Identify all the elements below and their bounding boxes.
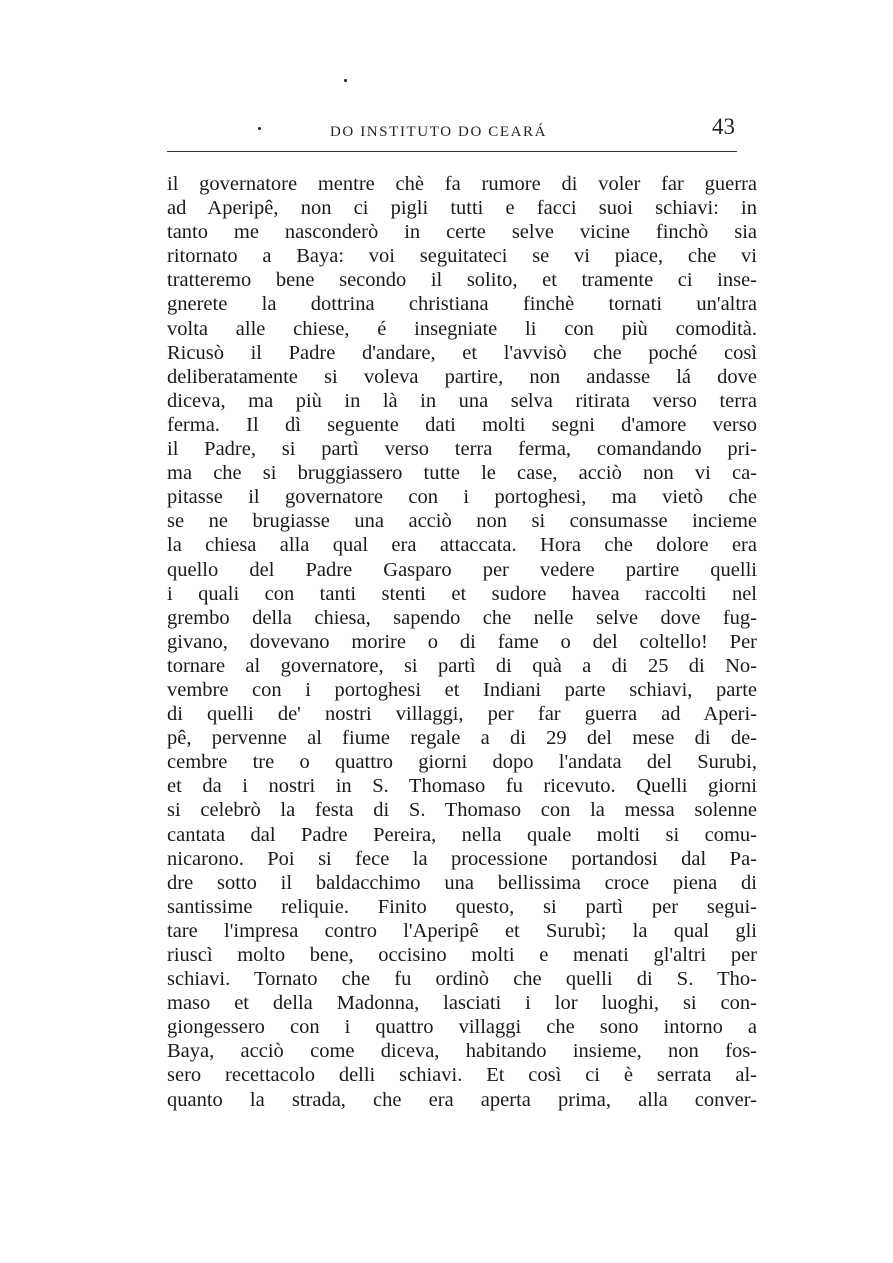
text-line: si celebrò la festa di S. Thomaso con la messa solenne	[167, 799, 757, 822]
text-line: deliberatamente si voleva partire, non andasse lá dove	[167, 365, 757, 388]
text-line: la chiesa alla qual era attaccata. Hora che dolore era	[167, 534, 757, 557]
text-line: tanto me nasconderò in certe selve vicine finchò sia	[167, 221, 757, 244]
text-line: grembo della chiesa, sapendo che nelle selve dove fug-	[167, 606, 757, 629]
text-line: gnerete la dottrina christiana finchè tornati un'altra	[167, 293, 757, 316]
text-line: diceva, ma più in là in una selva ritirata verso terra	[167, 389, 757, 412]
text-line: se ne brugiasse una acciò non si consumasse incieme	[167, 510, 757, 533]
text-line: riuscì molto bene, occisino molti e menati gl'altri per	[167, 944, 757, 966]
text-line: tornare al governatore, si partì di quà a di 25 di No-	[167, 654, 757, 677]
text-line: tare l'impresa contro l'Aperipê et Surubì; la qual gli	[167, 919, 757, 942]
text-line: pitasse il governatore con i portoghesi, ma vietò che	[167, 486, 757, 509]
text-line: vembre con i portoghesi et Indiani parte schiavi, parte	[167, 678, 757, 701]
text-line: Baya, acciò come diceva, habitando insieme, non fos-	[167, 1040, 757, 1063]
text-line: quello del Padre Gasparo per vedere partire quelli	[167, 558, 757, 581]
text-line: i quali con tanti stenti et sudore havea raccolti nel	[167, 582, 757, 605]
text-line: nicarono. Poi si fece la processione portandosi dal Pa-	[167, 847, 757, 870]
text-line: giongessero con i quattro villaggi che sono intorno a	[167, 1016, 757, 1039]
text-line: schiavi. Tornato che fu ordinò che quelli di S. Tho-	[167, 968, 757, 991]
text-line: Ricusò il Padre d'andare, et l'avvisò che poché così	[167, 341, 757, 364]
text-line: di quelli de' nostri villaggi, per far guerra ad Aperi-	[167, 703, 757, 726]
header-rule	[167, 151, 737, 152]
ink-speck	[344, 79, 347, 82]
text-line: quanto la strada, che era aperta prima, alla conver-	[167, 1088, 757, 1111]
text-line: givano, dovevano morire o di fame o del coltello! Per	[167, 630, 757, 653]
text-line: ferma. Il dì seguente dati molti segni d'amore verso	[167, 413, 757, 436]
text-line: sero recettacolo delli schiavi. Et così ci è serrata al-	[167, 1064, 757, 1087]
text-line: ritornato a Baya: voi seguitateci se vi piace, che vi	[167, 245, 757, 268]
body-text	[167, 172, 757, 1112]
text-line: ad Aperipê, non ci pigli tutti e facci suoi schiavi: in	[167, 197, 757, 220]
text-line: dre sotto il baldacchimo una bellissima croce piena di	[167, 871, 757, 894]
text-line: tratteremo bene secondo il solito, et tramente ci inse-	[167, 269, 757, 292]
text-line: santissime reliquie. Finito questo, si partì per segui-	[167, 895, 757, 918]
text-line: cantata dal Padre Pereira, nella quale molti si comu-	[167, 823, 757, 846]
text-line: ma che si bruggiassero tutte le case, acciò non vi ca-	[167, 462, 757, 485]
text-line: et da i nostri in S. Thomaso fu ricevuto. Quelli giorni	[167, 775, 757, 798]
text-line: il governatore mentre chè fa rumore di voler far guerra	[167, 173, 757, 195]
text-line: maso et della Madonna, lasciati i lor luoghi, si con-	[167, 992, 757, 1015]
page-number: 43	[712, 114, 735, 139]
text-line: volta alle chiese, é insegniate li con più comodità.	[167, 317, 757, 340]
ink-speck	[258, 127, 261, 130]
text-line: il Padre, si partì verso terra ferma, comandando pri-	[167, 438, 757, 461]
text-line: pê, pervenne al fiume regale a di 29 del mese di de-	[167, 727, 757, 750]
running-head: DO INSTITUTO DO CEARÁ	[330, 124, 548, 140]
text-line: cembre tre o quattro giorni dopo l'andata del Surubi,	[167, 751, 757, 774]
